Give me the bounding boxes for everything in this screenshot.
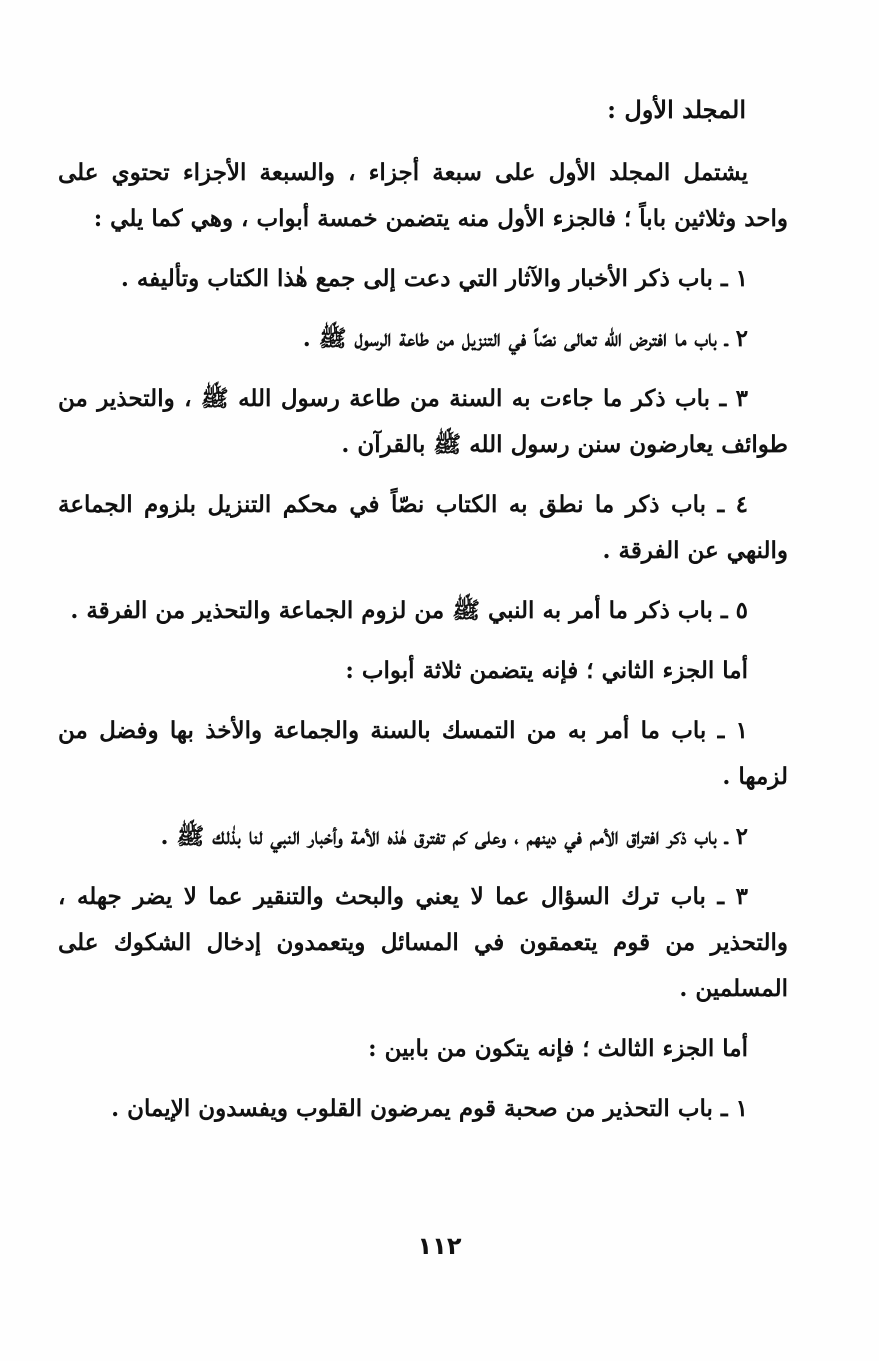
- part1-item-2: ٢ ـ باب ما افترض الله تعالى نصّاً في التنزيل من طاعة الرسول ﷺ .: [302, 325, 748, 352]
- part2-item-3: ٣ ـ باب ترك السؤال عما لا يعني والبحث والتنقير عما لا يضر جهله ، والتحذير من قوم يتعمقون في المسائل ويتعمدون إدخال الشكوك على المسلمين .: [58, 883, 788, 1002]
- part1-item-3: ٣ ـ باب ذكر ما جاءت به السنة من طاعة رسول الله ﷺ ، والتحذير من طوائف يعارضون سنن رسول الله ﷺ بالقرآن .: [58, 385, 788, 458]
- part2-item-1: ١ ـ باب ما أمر به من التمسك بالسنة والجماعة والأخذ بها وفضل من لزمها .: [58, 717, 788, 790]
- part2-intro: أما الجزء الثاني ؛ فإنه يتضمن ثلاثة أبواب :: [345, 657, 748, 684]
- part3-intro: أما الجزء الثالث ؛ فإنه يتكون من بابين :: [368, 1035, 748, 1062]
- part1-item-1: ١ ـ باب ذكر الأخبار والآثار التي دعت إلى جمع هٰذا الكتاب وتأليفه .: [120, 265, 748, 292]
- intro-paragraph: يشتمل المجلد الأول على سبعة أجزاء ، والسبعة الأجزاء تحتوي على واحد وثلاثين باباً ؛ فالجزء الأول منه يتضمن خمسة أبواب ، وهي كما يلي :: [58, 159, 788, 232]
- page-number: ١١٢: [417, 1232, 462, 1260]
- part2-item-2: ٢ ـ باب ذكر افتراق الأمم في دينهم ، وعلى كم تفترق هٰذه الأمة وأخبار النبي لنا بذٰلك ﷺ .: [160, 823, 748, 850]
- part3-item-1: ١ ـ باب التحذير من صحبة قوم يمرضون القلوب ويفسدون الإيمان .: [111, 1095, 748, 1122]
- part1-item-5: ٥ ـ باب ذكر ما أمر به النبي ﷺ من لزوم الجماعة والتحذير من الفرقة .: [70, 597, 748, 624]
- part1-item-4: ٤ ـ باب ذكر ما نطق به الكتاب نصّاً في محكم التنزيل بلزوم الجماعة والنهي عن الفرقة .: [58, 491, 788, 564]
- page-body: [58, 88, 788, 1146]
- section-heading: المجلد الأول :: [607, 95, 746, 124]
